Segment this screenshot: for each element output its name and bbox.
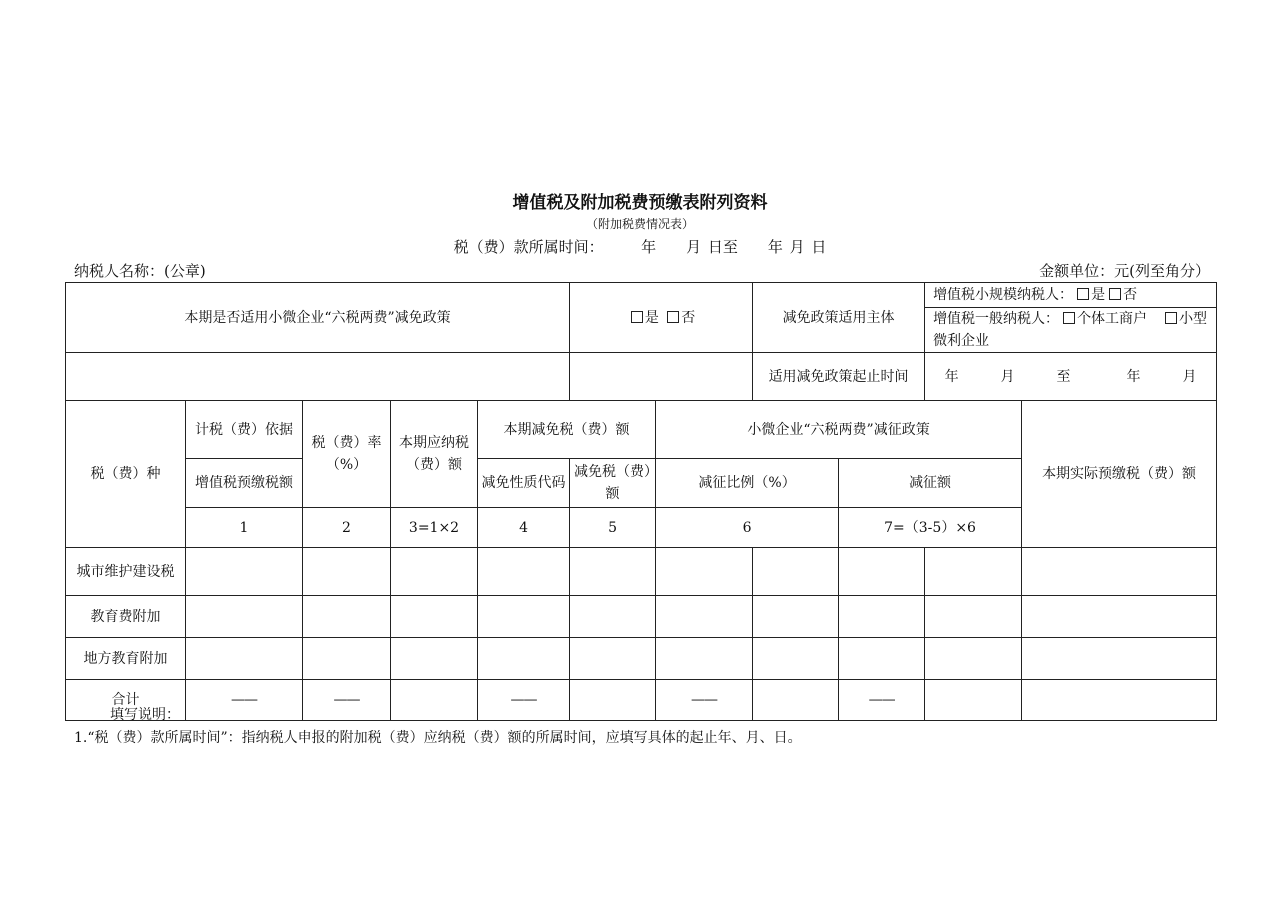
- table-cell[interactable]: [478, 596, 570, 638]
- col-num-5: 5: [570, 508, 656, 548]
- table-cell[interactable]: [1022, 638, 1217, 680]
- small-scale-no-label: 否: [1123, 287, 1138, 303]
- table-cell[interactable]: [839, 548, 925, 596]
- table-cell[interactable]: [656, 548, 753, 596]
- table-cell[interactable]: [1022, 596, 1217, 638]
- col-vat-prepaid: 增值税预缴税额: [186, 459, 303, 508]
- table-cell[interactable]: [391, 638, 478, 680]
- policy-spacer: [66, 353, 570, 401]
- table-cell[interactable]: [570, 638, 656, 680]
- policy-yes-no: [570, 283, 753, 353]
- small-scale-row: [925, 283, 1217, 308]
- row-name-education: 教育费附加: [66, 596, 186, 638]
- table-cell[interactable]: [478, 638, 570, 680]
- table-row: [66, 638, 1217, 680]
- amount-unit: 金额单位：元(列至角分）: [1039, 262, 1210, 280]
- table-row: [66, 548, 1217, 596]
- table-row: [66, 596, 1217, 638]
- table-cell[interactable]: [925, 548, 1022, 596]
- individual-checkbox[interactable]: [1063, 312, 1075, 324]
- total-dash: ——: [186, 680, 303, 721]
- col-payable: 本期应纳税（费）额: [391, 401, 478, 508]
- table-cell[interactable]: [391, 596, 478, 638]
- table-cell[interactable]: [391, 680, 478, 721]
- yes-checkbox[interactable]: [631, 311, 643, 323]
- col-num-2: 2: [303, 508, 391, 548]
- table-cell[interactable]: [656, 638, 753, 680]
- notes-title: 填写说明：: [110, 707, 180, 723]
- table-cell[interactable]: [1022, 548, 1217, 596]
- row-name-urban: 城市维护建设税: [66, 548, 186, 596]
- table-cell[interactable]: [478, 548, 570, 596]
- policy-period-label: 适用减免政策起止时间: [753, 353, 925, 401]
- taxpayer-name-label: 纳税人名称：(公章): [74, 262, 206, 280]
- table-cell[interactable]: [753, 596, 839, 638]
- total-dash: ——: [656, 680, 753, 721]
- col-rate: 税（费）率（%）: [303, 401, 391, 508]
- row-name-total: 合计: [66, 680, 186, 721]
- col-reduction-amount: 减免税（费）额: [570, 459, 656, 508]
- col-reduction-code: 减免性质代码: [478, 459, 570, 508]
- total-dash: ——: [478, 680, 570, 721]
- spacer-yes-no: [570, 353, 753, 401]
- table-cell[interactable]: [570, 548, 656, 596]
- small-scale-no-checkbox[interactable]: [1109, 288, 1121, 300]
- table-cell[interactable]: [186, 638, 303, 680]
- small-scale-yes-label: 是: [1091, 287, 1106, 303]
- table-cell[interactable]: [656, 596, 753, 638]
- general-taxpayer-row: [925, 308, 1217, 353]
- tax-period-value: 年 月 日至 年 月 日: [641, 238, 827, 256]
- col-reduce-ratio: 减征比例（%）: [656, 459, 839, 508]
- general-label: 增值税一般纳税人：: [933, 311, 1060, 327]
- total-row: [66, 680, 1217, 721]
- total-dash: ——: [839, 680, 925, 721]
- total-dash: ——: [303, 680, 391, 721]
- table-cell[interactable]: [925, 638, 1022, 680]
- col-num-3: 3=1×2: [391, 508, 478, 548]
- policy-subject-label: 减免政策适用主体: [753, 283, 925, 353]
- col-reduction: 本期减免税（费）额: [478, 401, 656, 459]
- micro-checkbox[interactable]: [1165, 312, 1177, 324]
- table-cell[interactable]: [839, 596, 925, 638]
- table-cell[interactable]: [303, 638, 391, 680]
- col-actual: 本期实际预缴税（费）额: [1022, 401, 1217, 548]
- table-cell[interactable]: [753, 680, 839, 721]
- table-cell[interactable]: [570, 680, 656, 721]
- col-reduce-amount: 减征额: [839, 459, 1022, 508]
- table-cell[interactable]: [186, 548, 303, 596]
- table-cell[interactable]: [303, 596, 391, 638]
- table-cell[interactable]: [391, 548, 478, 596]
- no-label: 否: [681, 309, 696, 326]
- col-num-6: 6: [656, 508, 839, 548]
- form-subtitle: （附加税费情况表）: [585, 217, 694, 231]
- tax-period: [0, 236, 1280, 257]
- table-cell[interactable]: [925, 680, 1022, 721]
- table-cell[interactable]: [1022, 680, 1217, 721]
- table-cell[interactable]: [839, 638, 925, 680]
- col-num-7: 7=（3-5）×6: [839, 508, 1022, 548]
- note-item-1: 1.“税（费）款所属时间”：指纳税人申报的附加税（费）应纳税（费）额的所属时间，应填写具体的起止年、月、日。: [74, 730, 802, 746]
- row-name-local-education: 地方教育附加: [66, 638, 186, 680]
- no-checkbox[interactable]: [667, 311, 679, 323]
- table-cell[interactable]: [570, 596, 656, 638]
- yes-label: 是: [644, 309, 659, 326]
- col-six-tax: 小微企业“六税两费”减征政策: [656, 401, 1022, 459]
- tax-period-label: 税（费）款所属时间：: [453, 238, 597, 256]
- col-num-4: 4: [478, 508, 570, 548]
- col-tax-type: 税（费）种: [66, 401, 186, 548]
- table-cell[interactable]: [753, 638, 839, 680]
- col-basis: 计税（费）依据: [186, 401, 303, 459]
- form-title: 增值税及附加税费预缴表附列资料: [512, 193, 768, 213]
- small-scale-yes-checkbox[interactable]: [1077, 288, 1089, 300]
- surcharge-table: [65, 282, 1217, 721]
- table-cell[interactable]: [753, 548, 839, 596]
- table-cell[interactable]: [925, 596, 1022, 638]
- policy-period-value: 年 月 至 年 月: [925, 353, 1217, 401]
- micro-label: 小型微利企业: [933, 311, 1208, 349]
- policy-question: 本期是否适用小微企业“六税两费”减免政策: [66, 283, 570, 353]
- table-cell[interactable]: [303, 548, 391, 596]
- table-cell[interactable]: [186, 596, 303, 638]
- individual-label: 个体工商户: [1077, 311, 1148, 327]
- col-num-1: 1: [186, 508, 303, 548]
- small-scale-label: 增值税小规模纳税人：: [933, 287, 1074, 303]
